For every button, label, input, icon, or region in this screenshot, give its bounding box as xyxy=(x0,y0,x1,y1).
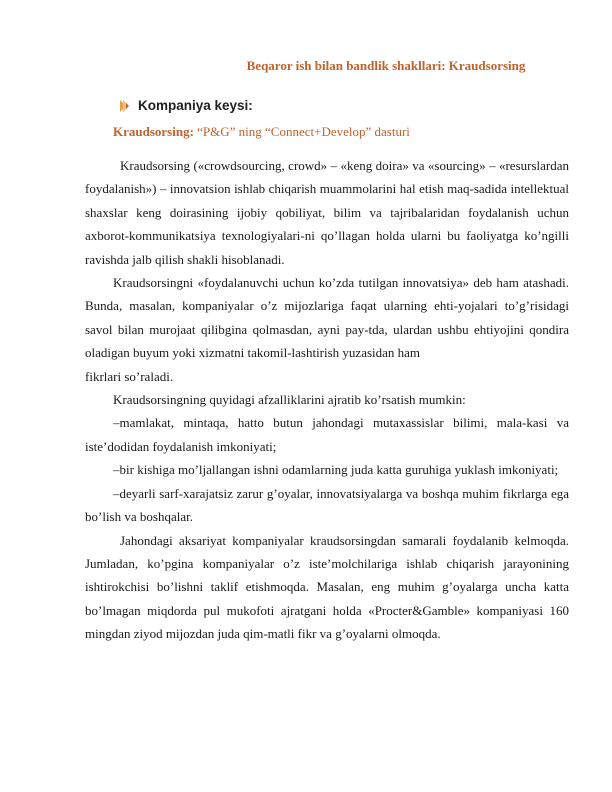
list-item: –deyarli sarf-xarajatsiz zarur g’oyalar, innovatsiyalarga va boshqa muhim fikrlarga ega bo’lish va boshqalar. xyxy=(85,485,569,525)
subheading-label: Kraudsorsing: xyxy=(113,124,194,139)
paragraph: Jahondagi aksariyat kompaniyalar kraudsorsingdan samarali foydalanib kelmoqda. Jumladan, ko’pgina kompaniyalar o’z iste’molchilariga ishlab chiqarish jarayonining ishtirokchisi bo’lishni taklif etishmoqda. Masalan, eng muhim g’oyalarga uncha katta bo’lmagan miqdorda pul mukofoti ajratgani holda «Procter&Gamble» kompaniyasi 160 mingdan ziyod mijozdan juda qim-matli fikr va g’oyalarni olmoqda. xyxy=(85,532,569,642)
list-item: –mamlakat, mintaqa, hatto butun jahondagi mutaxassislar bilimi, mala-kasi va iste’dodidan foydalanish imkoniyati; xyxy=(85,415,569,454)
paragraph: Kraudsorsing («crowdsourcing, crowd» – «keng doira» va «sourcing» – «resurslardan foydalanish») – innovatsion ishlab chiqarish muammolarini hal etish maq-sadida intellektual shaxslar keng doirasining ijobiy qobiliyat, bilim va tajribalaridan foydalanish uchun axborot-kommunikatsiya texnologiyalari-ni qo’llagan holda ularni bu faoliyatga ko’ngilli ravishda jalb qilish shakli hisoblanadi. xyxy=(85,158,569,267)
subheading-desc: “P&G” ning “Connect+Develop” dasturi xyxy=(193,124,410,139)
page-title: Beqaror ish bilan bandlik shakllari: Kraudsorsing xyxy=(246,58,526,73)
body-text xyxy=(85,154,569,646)
list-item: –bir kishiga mo’ljallangan ishni odamlarning juda katta guruhiga yuklash imkoniyati; xyxy=(113,462,559,478)
bullet-arrow-icon xyxy=(118,99,132,113)
paragraph: fikrlari so’raladi. xyxy=(85,368,174,384)
case-heading-text: Kompaniya keysi: xyxy=(138,98,253,113)
paragraph: Kraudsorsingning quyidagi afzalliklarini ajratib ko’rsatish mumkin: xyxy=(113,392,466,408)
case-heading xyxy=(118,98,253,113)
paragraph: Kraudsorsingni «foydalanuvchi uchun ko’zda tutilgan innovatsiya» deb ham atashadi. Bunda, masalan, kompaniyalar o’z mijozlariga faqat ularning ehti-yojalari to’g’risidagi savol bilan murojaat qilibgina qolmasdan, ayni pay-tda, ulardan ushbu ehtiyojini qondira oladigan buyum yoki xizmatni takomil-lashtirish yuzasidan ham xyxy=(85,275,569,361)
subheading xyxy=(113,124,410,140)
